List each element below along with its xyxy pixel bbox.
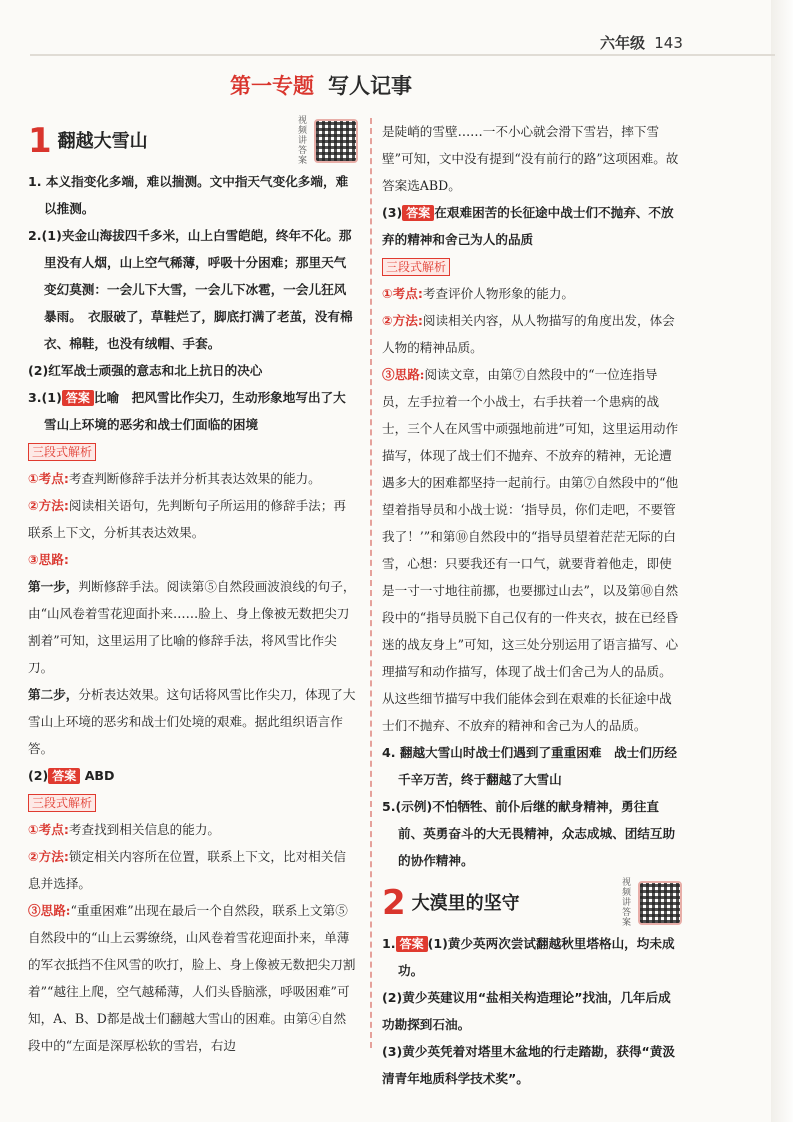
point-text: 考查找到相关信息的能力。	[68, 822, 221, 837]
section-heading-1	[28, 118, 358, 164]
answer-text: (1)黄少英两次尝试翻越秋里塔格山，均未成功。	[398, 936, 675, 978]
point-label: ①考点:	[28, 471, 69, 486]
page-title	[230, 70, 412, 100]
analysis-badge: 三段式解析	[28, 443, 96, 461]
analysis-method	[28, 492, 358, 546]
page-edge	[771, 0, 793, 1122]
answer-badge: 答案	[396, 936, 428, 952]
method-text: 锁定相关内容所在位置，联系上下文，比对相关信息并选择。	[28, 849, 346, 891]
page-header	[600, 32, 683, 53]
answer-badge: 答案	[402, 205, 434, 221]
method-text: 阅读相关语句，先判断句子所运用的修辞手法；再联系上下文，分析其表达效果。	[28, 498, 346, 540]
step-1	[28, 573, 358, 681]
method-text: 阅读相关内容，从人物描写的角度出发，体会人物的精神品质。	[382, 313, 675, 355]
answer-badge: 答案	[48, 768, 80, 784]
right-column	[382, 118, 682, 1092]
qr-code-icon	[314, 119, 358, 163]
question-number: (2)	[28, 768, 49, 783]
analysis-thinking	[28, 546, 358, 573]
thinking-label: ③思路:	[28, 552, 69, 567]
section-number: 1	[28, 121, 52, 161]
thinking-label: ③思路:	[28, 903, 71, 918]
answer-4: 4. 翻越大雪山时战士们遇到了重重困难 战士们历经千辛万苦，终于翻越了大雪山	[382, 745, 677, 787]
qr-code[interactable]	[622, 878, 682, 928]
answer-2-1c: (3)黄少英凭着对塔里木盆地的行走踏勘，获得“黄汲清青年地质科学技术奖”。	[382, 1044, 676, 1086]
step-1-text: 判断修辞手法。阅读第⑤自然段画波浪线的句子，由“山风卷着雪花迎面扑来……脸上、身上像被无数把尖刀割着”可知，这里运用了比喻的修辞手法，将风雪比作尖刀。	[28, 579, 356, 675]
grade-label: 六年级	[600, 34, 646, 52]
analysis-badge: 三段式解析	[382, 258, 450, 276]
point-text: 考查评价人物形象的能力。	[422, 286, 575, 301]
point-label: ①考点:	[28, 822, 69, 837]
column-divider	[370, 118, 372, 1048]
answer-text: ABD	[84, 768, 115, 783]
analysis-heading	[28, 438, 358, 465]
analysis-badge: 三段式解析	[28, 794, 96, 812]
analysis-heading	[28, 789, 358, 816]
qr-code[interactable]	[298, 116, 358, 166]
method-label: ②方法:	[28, 849, 69, 864]
answer-5: 5.(示例)不怕牺牲、前仆后继的献身精神，勇往直前、英勇奋斗的大无畏精神，众志成城、团结互助的协作精神。	[382, 799, 676, 868]
answer-text: 比喻 把风雪比作尖刀，生动形象地写出了大雪山上环境的恶劣和战士们面临的困境	[44, 390, 346, 432]
point-label: ①考点:	[382, 286, 423, 301]
thinking-text: 阅读文章，由第⑦自然段中的“一位连指导员，左手拉着一个小战士，右手扶着一个患病的战士，三个人在风雪中顽强地前进”可知，这里运用动作描写，体现了战士们不抛弃、不放弃的精神，无论遭遇多大的困难都坚持一起前行。由第⑦自然段中的“他望着指导员和小战士说：‘指导员，你们走吧，不要管我了！’”和第⑩自然段中的“指导员望着茫茫无际的白雪，心想：只要我还有一口气，就要背着他走，即使是一寸一寸地往前挪，也要挪过山去”，以及第⑩自然段中的“指导员脱下自己仅有的一件夹衣，披在已经昏迷的战友身上”可知，这三处分别运用了语言描写、心理描写和动作描写，体现了战士们舍己为人的品质。从这些细节描写中我们能体会到在艰难的长征途中战士们不抛弃、不放弃的精神和舍己为人的品质。	[382, 367, 679, 733]
analysis-heading	[382, 253, 682, 280]
answer-2a: 2.(1)夹金山海拔四千多米，山上白雪皑皑，终年不化。那里没有人烟，山上空气稀薄，呼吸十分困难；那里天气变幻莫测：一会儿下大雪，一会儿下冰雹，一会儿狂风暴雨。 衣服破了，草鞋烂了，脚底打满了老茧，没有棉衣、棉鞋，也没有绒帽、手套。	[28, 228, 353, 351]
step-2	[28, 681, 358, 762]
answer-text: 在艰难困苦的长征途中战士们不抛弃、不放弃的精神和舍己为人的品质	[382, 205, 674, 247]
thinking-continued: 是陡峭的雪壁……一不小心就会滑下雪岩，摔下雪壁”可知，文中没有提到“没有前行的路”这项困难。故答案选ABD。	[382, 124, 679, 193]
qr-code-icon	[638, 881, 682, 925]
question-number: 1.	[382, 936, 396, 951]
answer-3c	[382, 199, 682, 253]
header-rule	[30, 54, 775, 56]
question-number: (3)	[382, 205, 403, 220]
answer-2-1a	[382, 930, 682, 984]
method-label: ②方法:	[382, 313, 423, 328]
qr-label: 视频讲答案	[298, 116, 308, 166]
answer-3b	[28, 762, 358, 789]
analysis-thinking	[28, 897, 358, 1059]
question-number: 3.(1)	[28, 390, 62, 405]
answer-2b: (2)红军战士顽强的意志和北上抗日的决心	[28, 363, 263, 378]
step-2-text: 分析表达效果。这句话将风雪比作尖刀，体现了大雪山上环境的恶劣和战士们处境的艰难。据此组织语言作答。	[28, 687, 356, 756]
answer-1: 1. 本义指变化多端，难以揣测。文中指天气变化多端，难以推测。	[28, 174, 349, 216]
topic-title: 写人记事	[328, 74, 412, 98]
analysis-method	[382, 307, 682, 361]
step-1-label: 第一步，	[28, 579, 79, 594]
analysis-point	[28, 816, 358, 843]
thinking-text: “重重困难”出现在最后一个自然段，联系上文第⑤自然段中的“山上云雾缭绕，山风卷着雪花迎面扑来，单薄的军衣抵挡不住风雪的吹打，脸上、身上像被无数把尖刀割着”“越往上爬，空气越稀薄，人们头昏脑涨，呼吸困难”可知，A、B、D都是战士们翻越大雪山的困难。由第④自然段中的“左面是深厚松软的雪岩，右边	[28, 903, 356, 1053]
answer-3a	[28, 384, 358, 438]
thinking-label: ③思路:	[382, 367, 425, 382]
section-title: 大漠里的坚守	[411, 892, 520, 914]
topic-number: 第一专题	[230, 74, 314, 98]
answer-2-1b: (2)黄少英建议用“盐相关构造理论”找油，几年后成功勘探到石油。	[382, 990, 671, 1032]
qr-label: 视频讲答案	[622, 878, 632, 928]
analysis-point	[382, 280, 682, 307]
section-heading-2	[382, 880, 682, 926]
section-title: 翻越大雪山	[57, 130, 148, 152]
answer-badge: 答案	[62, 390, 94, 406]
analysis-method	[28, 843, 358, 897]
page-number: 143	[654, 34, 683, 52]
section-number: 2	[382, 883, 406, 923]
method-label: ②方法:	[28, 498, 69, 513]
analysis-thinking	[382, 361, 682, 739]
point-text: 考查判断修辞手法并分析其表达效果的能力。	[68, 471, 321, 486]
analysis-point	[28, 465, 358, 492]
left-column	[28, 118, 358, 1059]
step-2-label: 第二步，	[28, 687, 79, 702]
